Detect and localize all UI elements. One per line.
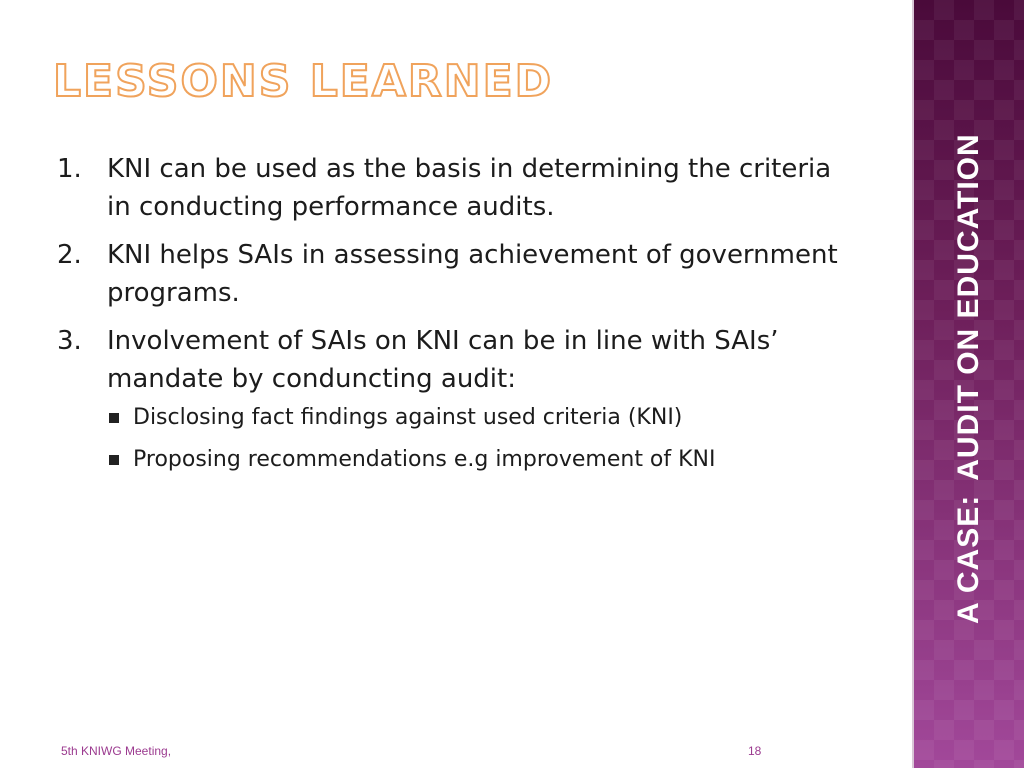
side-title-part-2: AUDIT ON EDUCATION xyxy=(952,133,985,481)
square-bullet-icon xyxy=(109,455,119,465)
list-text: Involvement of SAIs on KNI can be in line with SAIs’ mandate by conduncting audit: xyxy=(107,326,779,394)
content-list xyxy=(57,150,857,488)
sub-item-text: Disclosing fact findings against used criteria (KNI) xyxy=(133,405,683,430)
list-number: 2. xyxy=(57,240,82,270)
list-number: 3. xyxy=(57,326,82,356)
list-item-2 xyxy=(57,236,857,312)
slide-title: LESSONS LEARNED xyxy=(53,56,554,107)
side-panel-title xyxy=(952,133,986,624)
sub-item-text: Proposing recommendations e.g improvement of KNI xyxy=(133,447,716,472)
list-text: KNI can be used as the basis in determining the criteria in conducting performance audits. xyxy=(107,154,832,222)
sub-item-1 xyxy=(107,404,857,432)
list-item-3 xyxy=(57,322,857,474)
footer-text: 5th KNIWG Meeting, xyxy=(61,744,172,758)
square-bullet-icon xyxy=(109,413,119,423)
list-item-1 xyxy=(57,150,857,226)
list-text: KNI helps SAIs in assessing achievement of government programs. xyxy=(107,240,838,308)
page-number: 18 xyxy=(748,744,762,758)
sub-list xyxy=(107,404,857,474)
sub-item-2 xyxy=(107,446,857,474)
side-panel xyxy=(912,0,1024,768)
side-title-part-1: A CASE: xyxy=(952,494,985,624)
list-number: 1. xyxy=(57,154,82,184)
